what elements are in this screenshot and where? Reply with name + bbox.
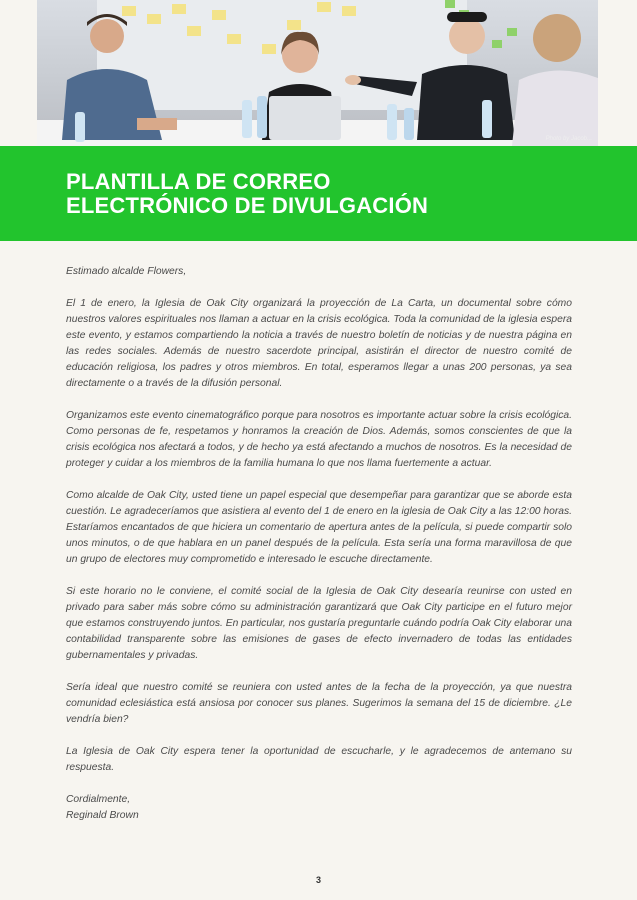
letter-paragraph-3: Como alcalde de Oak City, usted tiene un papel especial que desempeñar para garantizar que se aborde esta cuestión. Le agradeceríamos que asistiera al evento del 1 de enero en la iglesia de Oak City a las 12:00 horas. Estaríamos encantados de que hiciera un comentario de apertura antes de la película, si puede compartir solo unos minutos, o de que hablara en un panel después de la película. Esta sería una forma maravillosa de que un grupo de electores muy comprometido e interesado le escuche directamente. bbox=[66, 490, 573, 565]
page-title bbox=[66, 170, 428, 218]
page-title-line-2: ELECTRÓNICO DE DIVULGACIÓN bbox=[66, 193, 429, 218]
letter-paragraph-1: El 1 de enero, la Iglesia de Oak City organizará la proyección de La Carta, un documental sobre cómo nuestros valores espirituales nos llaman a actuar en la crisis ecológica. Toda la comunidad de la iglesia espera este evento, y estamos compartiendo la noticia a través de nuestro boletín de noticias y de nuestra página en las redes sociales. Además de nuestro sacerdote principal, asistirán el director de nuestro comité de educación religiosa, los padres y otros miembros. En total, esperamos llegar a unas 200 personas, ya sea directamente o a través de la difusión personal. bbox=[66, 298, 572, 389]
letter-greeting: Estimado alcalde Flowers, bbox=[66, 266, 187, 277]
photo-credit: Photo by Jacob... bbox=[545, 136, 592, 142]
meeting-photo-illustration bbox=[37, 0, 598, 146]
signature-name: Reginald Brown bbox=[66, 810, 139, 821]
page-title-line-1: PLANTILLA DE CORREO bbox=[66, 169, 331, 194]
letter-paragraph-6: La Iglesia de Oak City espera tener la oportunidad de escucharle, y le agradecemos de antemano su respuesta. bbox=[66, 746, 572, 773]
title-banner bbox=[0, 146, 637, 241]
page-number: 3 bbox=[315, 875, 321, 885]
letter-paragraph-2: Organizamos este evento cinematográfico porque para nosotros es importante actuar sobre la crisis ecológica. Como personas de fe, respetamos y honramos la creación de Dios. Además, somos conscientes de que la crisis ecológica nos afectará a todos, y de hecho ya está afectando a muchos de nosotros. Es la necesidad de proteger y cuidar a los miembros de la familia humana lo que nos llama fuertemente a actuar. bbox=[66, 410, 572, 469]
closing-phrase: Cordialmente, bbox=[66, 794, 131, 805]
email-template-body bbox=[66, 264, 572, 840]
letter-paragraph-4: Si este horario no le conviene, el comité social de la Iglesia de Oak City desearía reunirse con usted en privado para saber más sobre cómo su administración garantizará que Oak City participe en el futuro mejor que estamos construyendo juntos. En particular, nos gustaría preguntarle cuándo podría Oak City elaborar una contabilidad transparente sobre las emisiones de gases de efecto invernadero de todas las entidades gubernamentales y privadas. bbox=[66, 586, 572, 661]
header-photo bbox=[37, 0, 598, 146]
letter-closing bbox=[66, 792, 572, 824]
letter-paragraph-5: Sería ideal que nuestro comité se reuniera con usted antes de la fecha de la proyección, ya que nuestra comunidad eclesiástica está ansiosa por conocer sus planes. Sugerimos la semana del 15 de diciembre. ¿Le vendría bien? bbox=[66, 682, 572, 725]
